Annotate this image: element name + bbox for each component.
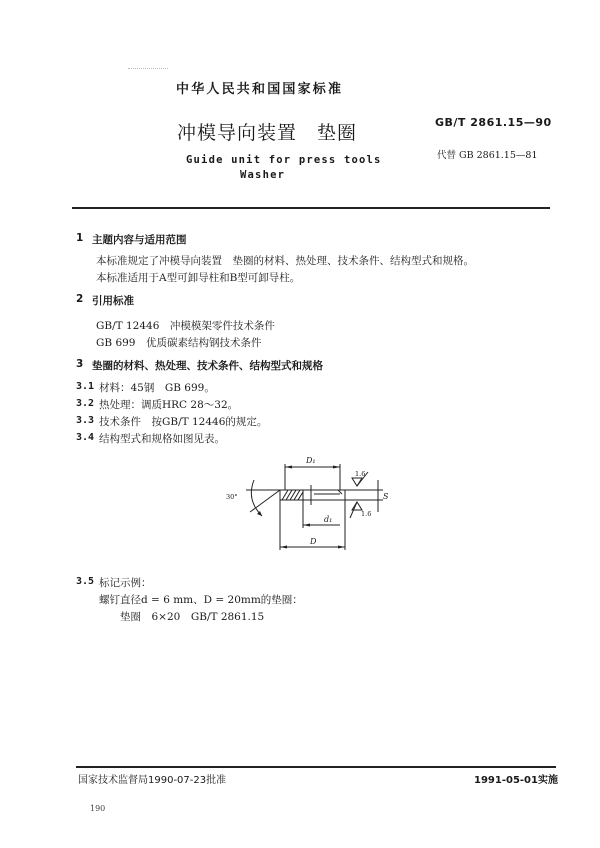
subsection-text: 结构型式和规格如图见表。 (99, 433, 225, 445)
subsection-number: 3.4 (76, 432, 95, 443)
page-number: 190 (90, 804, 106, 813)
section-1-paragraph: 本标准规定了冲模导向装置 垫圈的材料、热处理、技术条件、结构型式和规格。 (96, 255, 474, 267)
section-1-heading: 主题内容与适用范围 (92, 234, 187, 246)
dim-D1-label: D₁ (306, 456, 316, 465)
marking-example-code: 垫圈 6×20 GB/T 2861.15 (120, 611, 265, 623)
washer-drawing (220, 450, 400, 560)
section-3-number: 3 (76, 358, 84, 370)
dim-d1-label: d₁ (324, 515, 333, 524)
subsection-number: 3.5 (76, 576, 95, 587)
footer-divider (76, 766, 556, 768)
scan-artifact (128, 68, 168, 70)
angle-label: 30° (226, 493, 238, 501)
roughness-top-label: 1.6 (355, 470, 366, 478)
marking-example-desc: 螺钉直径d = 6 mm、D = 20mm的垫圈： (99, 594, 303, 606)
approval-date: 国家技术监督局1990-07-23批准 (78, 775, 227, 786)
section-1-number: 1 (76, 232, 84, 244)
document-title-en: Guide unit for press tools (186, 154, 382, 166)
section-2-number: 2 (76, 293, 84, 305)
subsection-text: 材料：45钢 GB 699。 (99, 382, 215, 394)
document-title-cn: 冲模导向装置 垫圈 (177, 122, 358, 144)
subsection-number: 3.1 (76, 381, 95, 392)
document-subtitle-en: Washer (240, 169, 286, 181)
section-2-heading: 引用标准 (92, 295, 134, 307)
subsection-number: 3.2 (76, 398, 95, 409)
dim-S-label: S (383, 492, 389, 501)
roughness-bottom-label: 1.6 (361, 510, 372, 518)
subsection-text: 热处理：调质HRC 28～32。 (99, 399, 239, 411)
standard-number: GB/T 2861.15—90 (435, 116, 552, 129)
dim-D-label: D (310, 537, 317, 546)
section-1-paragraph: 本标准适用于A型可卸导柱和B型可卸导柱。 (96, 272, 301, 284)
subsection-number: 3.3 (76, 415, 95, 426)
replaces-standard: 代替 GB 2861.15—81 (437, 150, 538, 161)
reference-standard: GB 699 优质碳素结构钢技术条件 (96, 337, 262, 349)
effective-date: 1991-05-01实施 (474, 775, 558, 786)
section-3-heading: 垫圈的材料、热处理、技术条件、结构型式和规格 (92, 360, 323, 372)
header-divider (72, 207, 550, 209)
subsection-text: 标记示例： (99, 577, 152, 589)
subsection-text: 技术条件 按GB/T 12446的规定。 (99, 416, 268, 428)
reference-standard: GB/T 12446 冲模模架零件技术条件 (96, 320, 275, 332)
national-standard-label: 中华人民共和国国家标准 (176, 82, 344, 97)
